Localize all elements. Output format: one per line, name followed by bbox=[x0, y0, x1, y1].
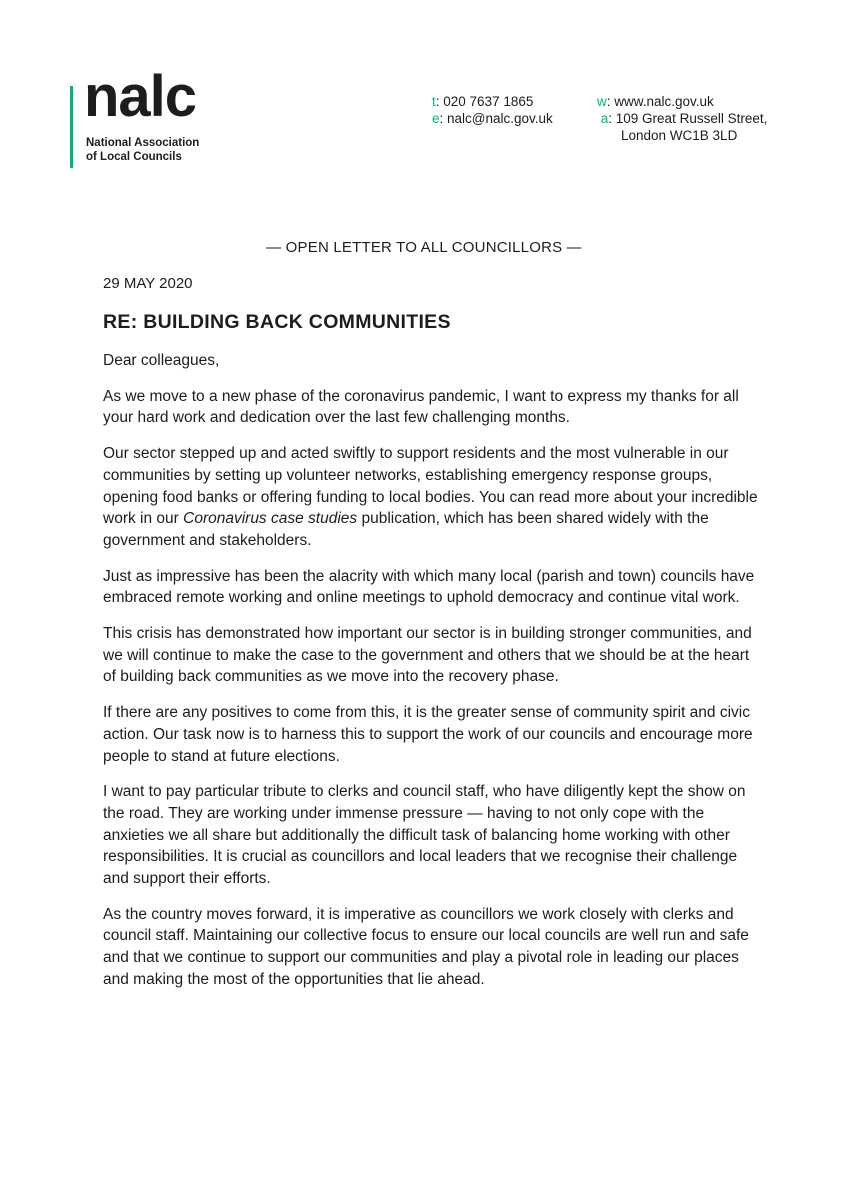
logo-subtitle-line-1: National Association bbox=[86, 137, 200, 149]
phone-value: : 020 7637 1865 bbox=[435, 94, 534, 109]
email-line bbox=[432, 110, 553, 127]
logo-accent-bar bbox=[70, 86, 73, 168]
case-studies-title: Coronavirus case studies bbox=[183, 510, 358, 528]
letter-body bbox=[103, 350, 758, 1005]
contact-block-right bbox=[597, 93, 767, 144]
logo-wordmark: nalc bbox=[84, 64, 197, 129]
web-line bbox=[597, 93, 767, 110]
address-line-2: London WC1B 3LD bbox=[621, 128, 738, 143]
logo-subtitle-line-2: of Local Councils bbox=[86, 151, 182, 164]
email-value: : nalc@nalc.gov.uk bbox=[439, 111, 553, 126]
address-label: a bbox=[600, 111, 609, 126]
web-label: w bbox=[597, 94, 607, 109]
salutation: Dear colleagues, bbox=[103, 352, 220, 369]
contact-block-left bbox=[432, 93, 553, 127]
paragraph-6: I want to pay particular tribute to clerks and council staff, who have diligently kept the show on the road. They are working under immense pressure — having to not only cope with the anxieties we all share but additionally the difficult task of balancing home working with other responsibilities. It is crucial as councillors and local leaders that we recognise their challenge and support their efforts. bbox=[103, 783, 746, 888]
web-value: : www.nalc.gov.uk bbox=[606, 94, 714, 109]
paragraph-4: This crisis has demonstrated how important our sector is in building stronger communities, and we will continue to make the case to the government and others that we should be at the heart of building back communities as we move into the recovery phase. bbox=[103, 625, 752, 686]
paragraph-5: If there are any positives to come from this, it is the greater sense of community spirit and civic action. Our task now is to harness this to support the work of our councils and encourage more people to stand at future elections. bbox=[103, 704, 753, 765]
letter-heading: RE: BUILDING BACK COMMUNITIES bbox=[103, 311, 451, 333]
paragraph-2 bbox=[103, 443, 758, 552]
letter-date: 29 MAY 2020 bbox=[103, 275, 193, 292]
paragraph-1: As we move to a new phase of the coronavirus pandemic, I want to express my thanks for all your hard work and dedication over the last few challenging months. bbox=[103, 387, 739, 427]
paragraph-3: Just as impressive has been the alacrity with which many local (parish and town) councils have embraced remote working and online meetings to uphold democracy and continue vital work. bbox=[103, 567, 755, 607]
paragraph-7: As the country moves forward, it is imperative as councillors we work closely with clerks and council staff. Maintaining our collective focus to ensure our local councils are well run and safe and that we continue to support our communities and play a pivotal role in leading our places and making the most of the opportunities that lie ahead. bbox=[103, 905, 749, 988]
phone-line bbox=[432, 93, 553, 110]
open-letter-banner: — OPEN LETTER TO ALL COUNCILLORS — bbox=[266, 239, 582, 256]
paragraph-2-part-b: publication, which has been shared widely with the government and stakeholders. bbox=[103, 510, 709, 549]
logo-subtitle bbox=[86, 136, 246, 165]
email-label: e bbox=[432, 111, 440, 126]
address-line-1 bbox=[597, 110, 767, 127]
phone-label: t bbox=[432, 94, 436, 109]
paragraph-2-part-a: Our sector stepped up and acted swiftly to support residents and the most vulnerable in our communities by setting up volunteer networks, establishing emergency response groups, opening food banks or offering funding to local bodies. You can read more about your incredible work in our bbox=[103, 445, 758, 528]
address-value-1: : 109 Great Russell Street, bbox=[608, 111, 768, 126]
